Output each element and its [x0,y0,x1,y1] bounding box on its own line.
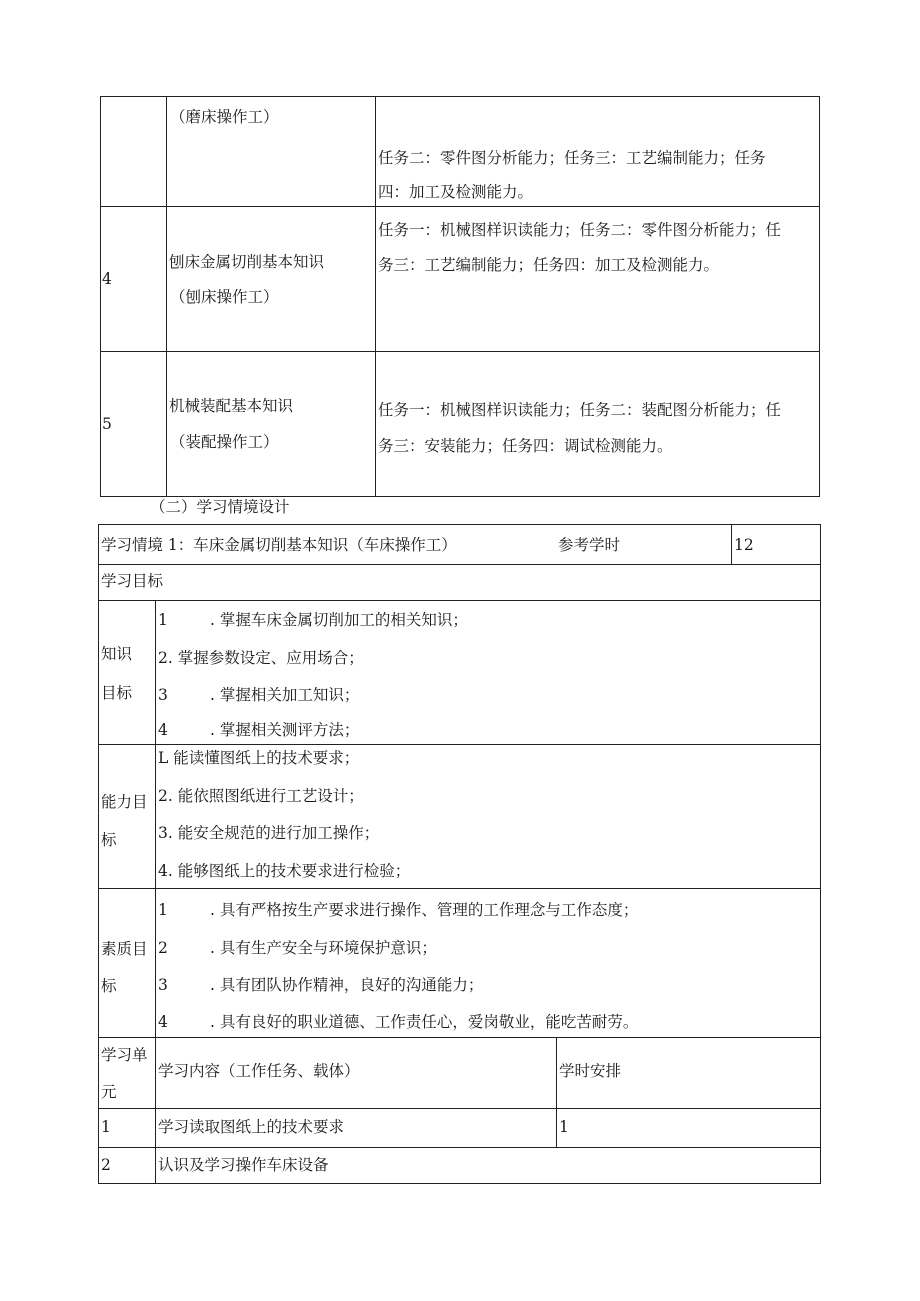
grinding-tasks-line1: 任务二：零件图分析能力；任务三：工艺编制能力；任务 [378,149,766,167]
objectives-label: 学习目标 [101,572,164,590]
knowledge-item-text: . 掌握相关测评方法； [210,721,360,739]
unit-header-line1: 学习单 [101,1046,148,1064]
row4-title: 刨床金属切削基本知识 [169,253,325,271]
ability-label-line2: 标 [101,831,117,849]
knowledge-item-text: . 掌握车床金属切削加工的相关知识； [210,611,468,629]
content-header: 学习内容（工作任务、载体） [158,1062,360,1080]
hours-header: 学时安排 [559,1062,622,1080]
knowledge-item-num: 3 [158,686,168,704]
row5-subtitle: （装配操作工） [170,433,279,451]
ref-hours-value: 12 [734,536,754,554]
quality-item-text: . 具有良好的职业道德、工作责任心，爱岗敬业，能吃苦耐劳。 [210,1013,639,1031]
unit-row-num: 1 [101,1118,111,1136]
ref-hours-label: 参考学时 [558,536,621,554]
quality-label-line2: 标 [101,977,117,995]
situation-title: 学习情境 1：车床金属切削基本知识（车床操作工） [101,536,457,554]
knowledge-item-text: . 掌握相关加工知识； [210,686,360,704]
unit-header-line2: 元 [101,1083,117,1101]
row5-title: 机械装配基本知识 [169,397,294,415]
section-heading: （二）学习情境设计 [150,498,290,516]
quality-item-num: 1 [158,901,168,919]
unit-row-hours: 1 [559,1118,569,1136]
row5-tasks-line2: 务三：安装能力；任务四：调试检测能力。 [378,437,673,455]
ability-item: L 能读懂图纸上的技术要求； [158,749,360,767]
knowledge-item-num: 1 [158,611,168,629]
knowledge-item-num: 4 [158,721,168,739]
quality-label-line1: 素质目 [101,940,148,958]
quality-item-text: . 具有生产安全与环境保护意识； [210,939,437,957]
row4-tasks-line1: 任务一：机械图样识读能力；任务二：零件图分析能力；任 [378,221,782,239]
unit-row-num: 2 [101,1156,111,1174]
quality-item-num: 3 [158,976,168,994]
unit-row-content: 认识及学习操作车床设备 [158,1156,329,1174]
unit-row-content: 学习读取图纸上的技术要求 [158,1118,345,1136]
ability-item: 4. 能够图纸上的技术要求进行检验； [158,862,411,880]
ability-item: 3. 能安全规范的进行加工操作； [158,824,380,842]
knowledge-label-line1: 知识 [101,645,133,663]
quality-item-text: . 具有团队协作精神，良好的沟通能力； [210,976,484,994]
row4-subtitle: （刨床操作工） [170,288,279,306]
row4-tasks-line2: 务三：工艺编制能力；任务四：加工及检测能力。 [378,256,720,274]
quality-item-num: 4 [158,1013,168,1031]
row5-tasks-line1: 任务一：机械图样识读能力；任务二：装配图分析能力；任 [378,401,782,419]
ability-item: 2. 能依照图纸进行工艺设计； [158,787,364,805]
ability-label-line1: 能力目 [101,793,148,811]
knowledge-label-line2: 目标 [101,684,133,702]
quality-item-num: 2 [158,939,168,957]
row5-number: 5 [102,415,112,433]
grinding-subtitle: （磨床操作工） [170,108,279,126]
row4-number: 4 [102,270,112,288]
quality-item-text: . 具有严格按生产要求进行操作、管理的工作理念与工作态度； [210,901,639,919]
knowledge-item-text: 2. 掌握参数设定、应用场合； [158,649,364,667]
grinding-tasks-line2: 四：加工及检测能力。 [378,183,534,201]
